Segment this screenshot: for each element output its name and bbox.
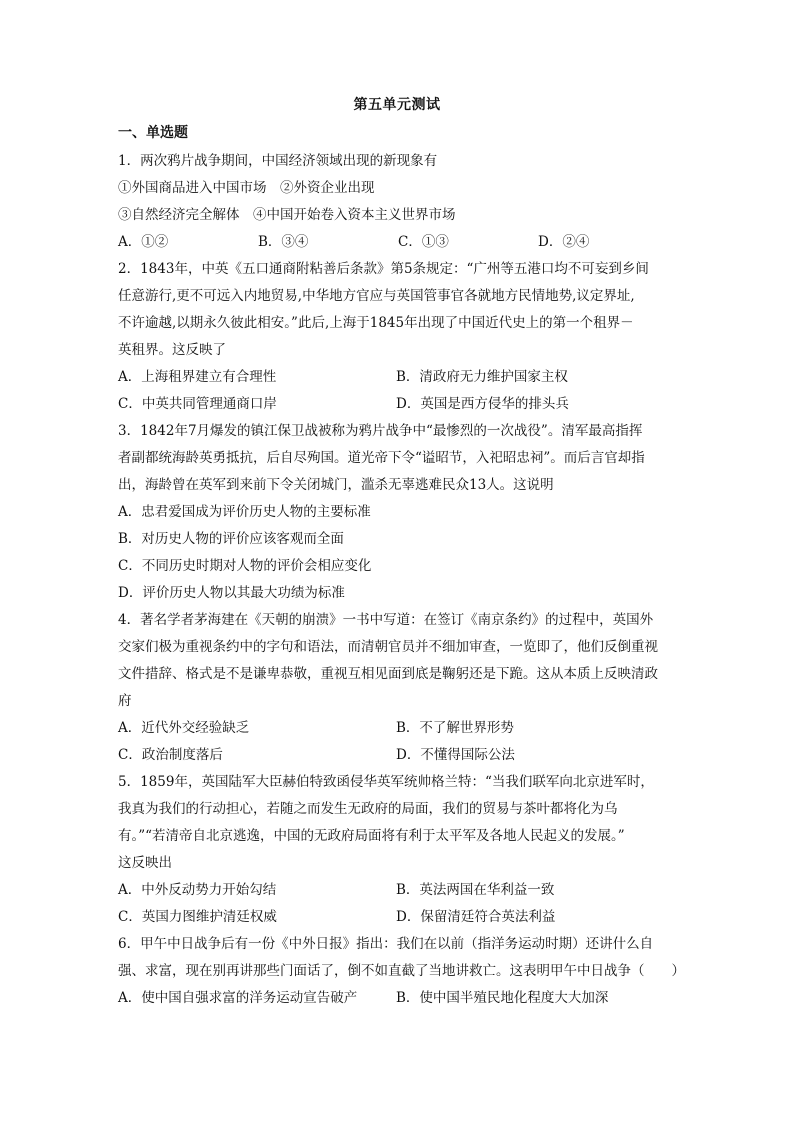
option-a[interactable]: A．使中国自强求富的洋务运动宣告破产 [118, 990, 358, 1006]
option-d[interactable]: D．评价历史人物以其最大功绩为标准 [118, 585, 345, 601]
question-text-line: 我真为我们的行动担心，若随之而发生无政府的局面，我们的贸易与茶叶都将化为乌 [118, 801, 618, 817]
options-row [118, 391, 678, 418]
option-a[interactable]: A．中外反动势力开始勾结 [118, 882, 277, 898]
question-6 [118, 931, 685, 1012]
option-c[interactable]: C．不同历史时期对人物的评价会相应变化 [118, 558, 372, 574]
question-text-line: 4．著名学者茅海建在《天朝的崩溃》一书中写道：在签订《南京条约》的过程中，英国外 [118, 612, 654, 628]
option-a[interactable]: A．①② [118, 234, 169, 250]
option-d[interactable]: D．保留清廷符合英法利益 [396, 909, 556, 925]
question-stem: 1．两次鸦片战争期间，中国经济领域出现的新现象有 [118, 153, 438, 169]
option-b[interactable]: B．使中国半殖民地化程度大大加深 [396, 990, 609, 1006]
question-text-line: 任意游行,更不可远入内地贸易,中华地方官应与英国管事官各就地方民情地势,议定界址, [118, 288, 635, 304]
question-text-line: 6．甲午中日战争后有一份《中外日报》指出：我们在以前（指洋务运动时期）还讲什么自 [118, 936, 654, 952]
question-text-line: 府 [118, 693, 132, 709]
options-row [118, 877, 678, 904]
option-c[interactable]: C．英国力图维护清廷权威 [118, 909, 277, 925]
options-row [118, 364, 678, 391]
question-text-line: 英租界。这反映了 [118, 342, 226, 358]
question-item: ①外国商品进入中国市场 ②外资企业出现 [118, 180, 375, 196]
options-row [118, 985, 678, 1012]
question-text-line: 交家们极为重视条约中的字句和语法，而清朝官员并不细加审查，一览即了，他们反倒重视 [118, 639, 658, 655]
option-d[interactable]: D．英国是西方侵华的排头兵 [396, 396, 569, 412]
section-heading: 一、单选题 [118, 125, 188, 141]
option-b[interactable]: B．③④ [258, 234, 309, 250]
options-row [118, 715, 678, 742]
option-b[interactable]: B．对历史人物的评价应该客观而全面 [118, 531, 344, 547]
option-c[interactable]: C．政治制度落后 [118, 747, 223, 763]
option-d[interactable]: D．不懂得国际公法 [396, 747, 515, 763]
option-a[interactable]: A．上海租界建立有合理性 [118, 369, 277, 385]
option-c[interactable]: C．中英共同管理通商口岸 [118, 396, 277, 412]
options-row [118, 229, 678, 256]
option-b[interactable]: B．不了解世界形势 [396, 720, 514, 736]
option-b[interactable]: B．清政府无力维护国家主权 [396, 369, 568, 385]
question-text-line: 文件措辞、格式是不是谦卑恭敬，重视互相见面到底是鞠躬还是下跪。这从本质上反映清政 [118, 666, 658, 682]
options-row [118, 904, 678, 931]
question-text-line: 出，海龄曾在英军到来前下令关闭城门，滥杀无辜逃难民众13人。这说明 [118, 477, 554, 493]
question-1 [118, 148, 678, 256]
question-text-line: 5．1859年，英国陆军大臣赫伯特致函侵华英军统帅格兰特：“当我们联军向北京进军时， [118, 774, 654, 790]
question-4 [118, 607, 678, 769]
question-5 [118, 769, 678, 931]
question-text-line: 不许逾越,以期永久彼此相安。”此后,上海于1845年出现了中国近代史上的第一个租界－ [118, 315, 634, 331]
question-text-line: 2．1843年，中英《五口通商附粘善后条款》第5条规定：“广州等五港口均不可妄到乡间 [118, 261, 649, 277]
question-text-line: 这反映出 [118, 855, 172, 871]
option-d[interactable]: D．②④ [538, 234, 590, 250]
options-row [118, 742, 678, 769]
question-list [118, 148, 685, 1012]
option-a[interactable]: A．近代外交经验缺乏 [118, 720, 250, 736]
option-c[interactable]: C．①③ [398, 234, 449, 250]
question-text-line: 者副都统海龄英勇抵抗，后自尽殉国。道光帝下令“谥昭节，入祀昭忠祠”。而后言官却指 [118, 450, 645, 466]
question-text-line: 3．1842年7月爆发的镇江保卫战被称为鸦片战争中“最惨烈的一次战役”。清军最高指挥 [118, 423, 643, 439]
question-text-line: 强、求富，现在别再讲那些门面话了，倒不如直截了当地讲救亡。这表明甲午中日战争（ ） [118, 963, 685, 979]
option-a[interactable]: A．忠君爱国成为评价历史人物的主要标准 [118, 504, 371, 520]
question-2 [118, 256, 678, 418]
option-b[interactable]: B．英法两国在华利益一致 [396, 882, 555, 898]
question-item: ③自然经济完全解体 ④中国开始卷入资本主义世界市场 [118, 207, 456, 223]
question-3 [118, 418, 678, 607]
question-text-line: 有。”“若清帝自北京逃逸，中国的无政府局面将有利于太平军及各地人民起义的发展。” [118, 828, 625, 844]
page-title: 第五单元测试 [353, 97, 441, 113]
